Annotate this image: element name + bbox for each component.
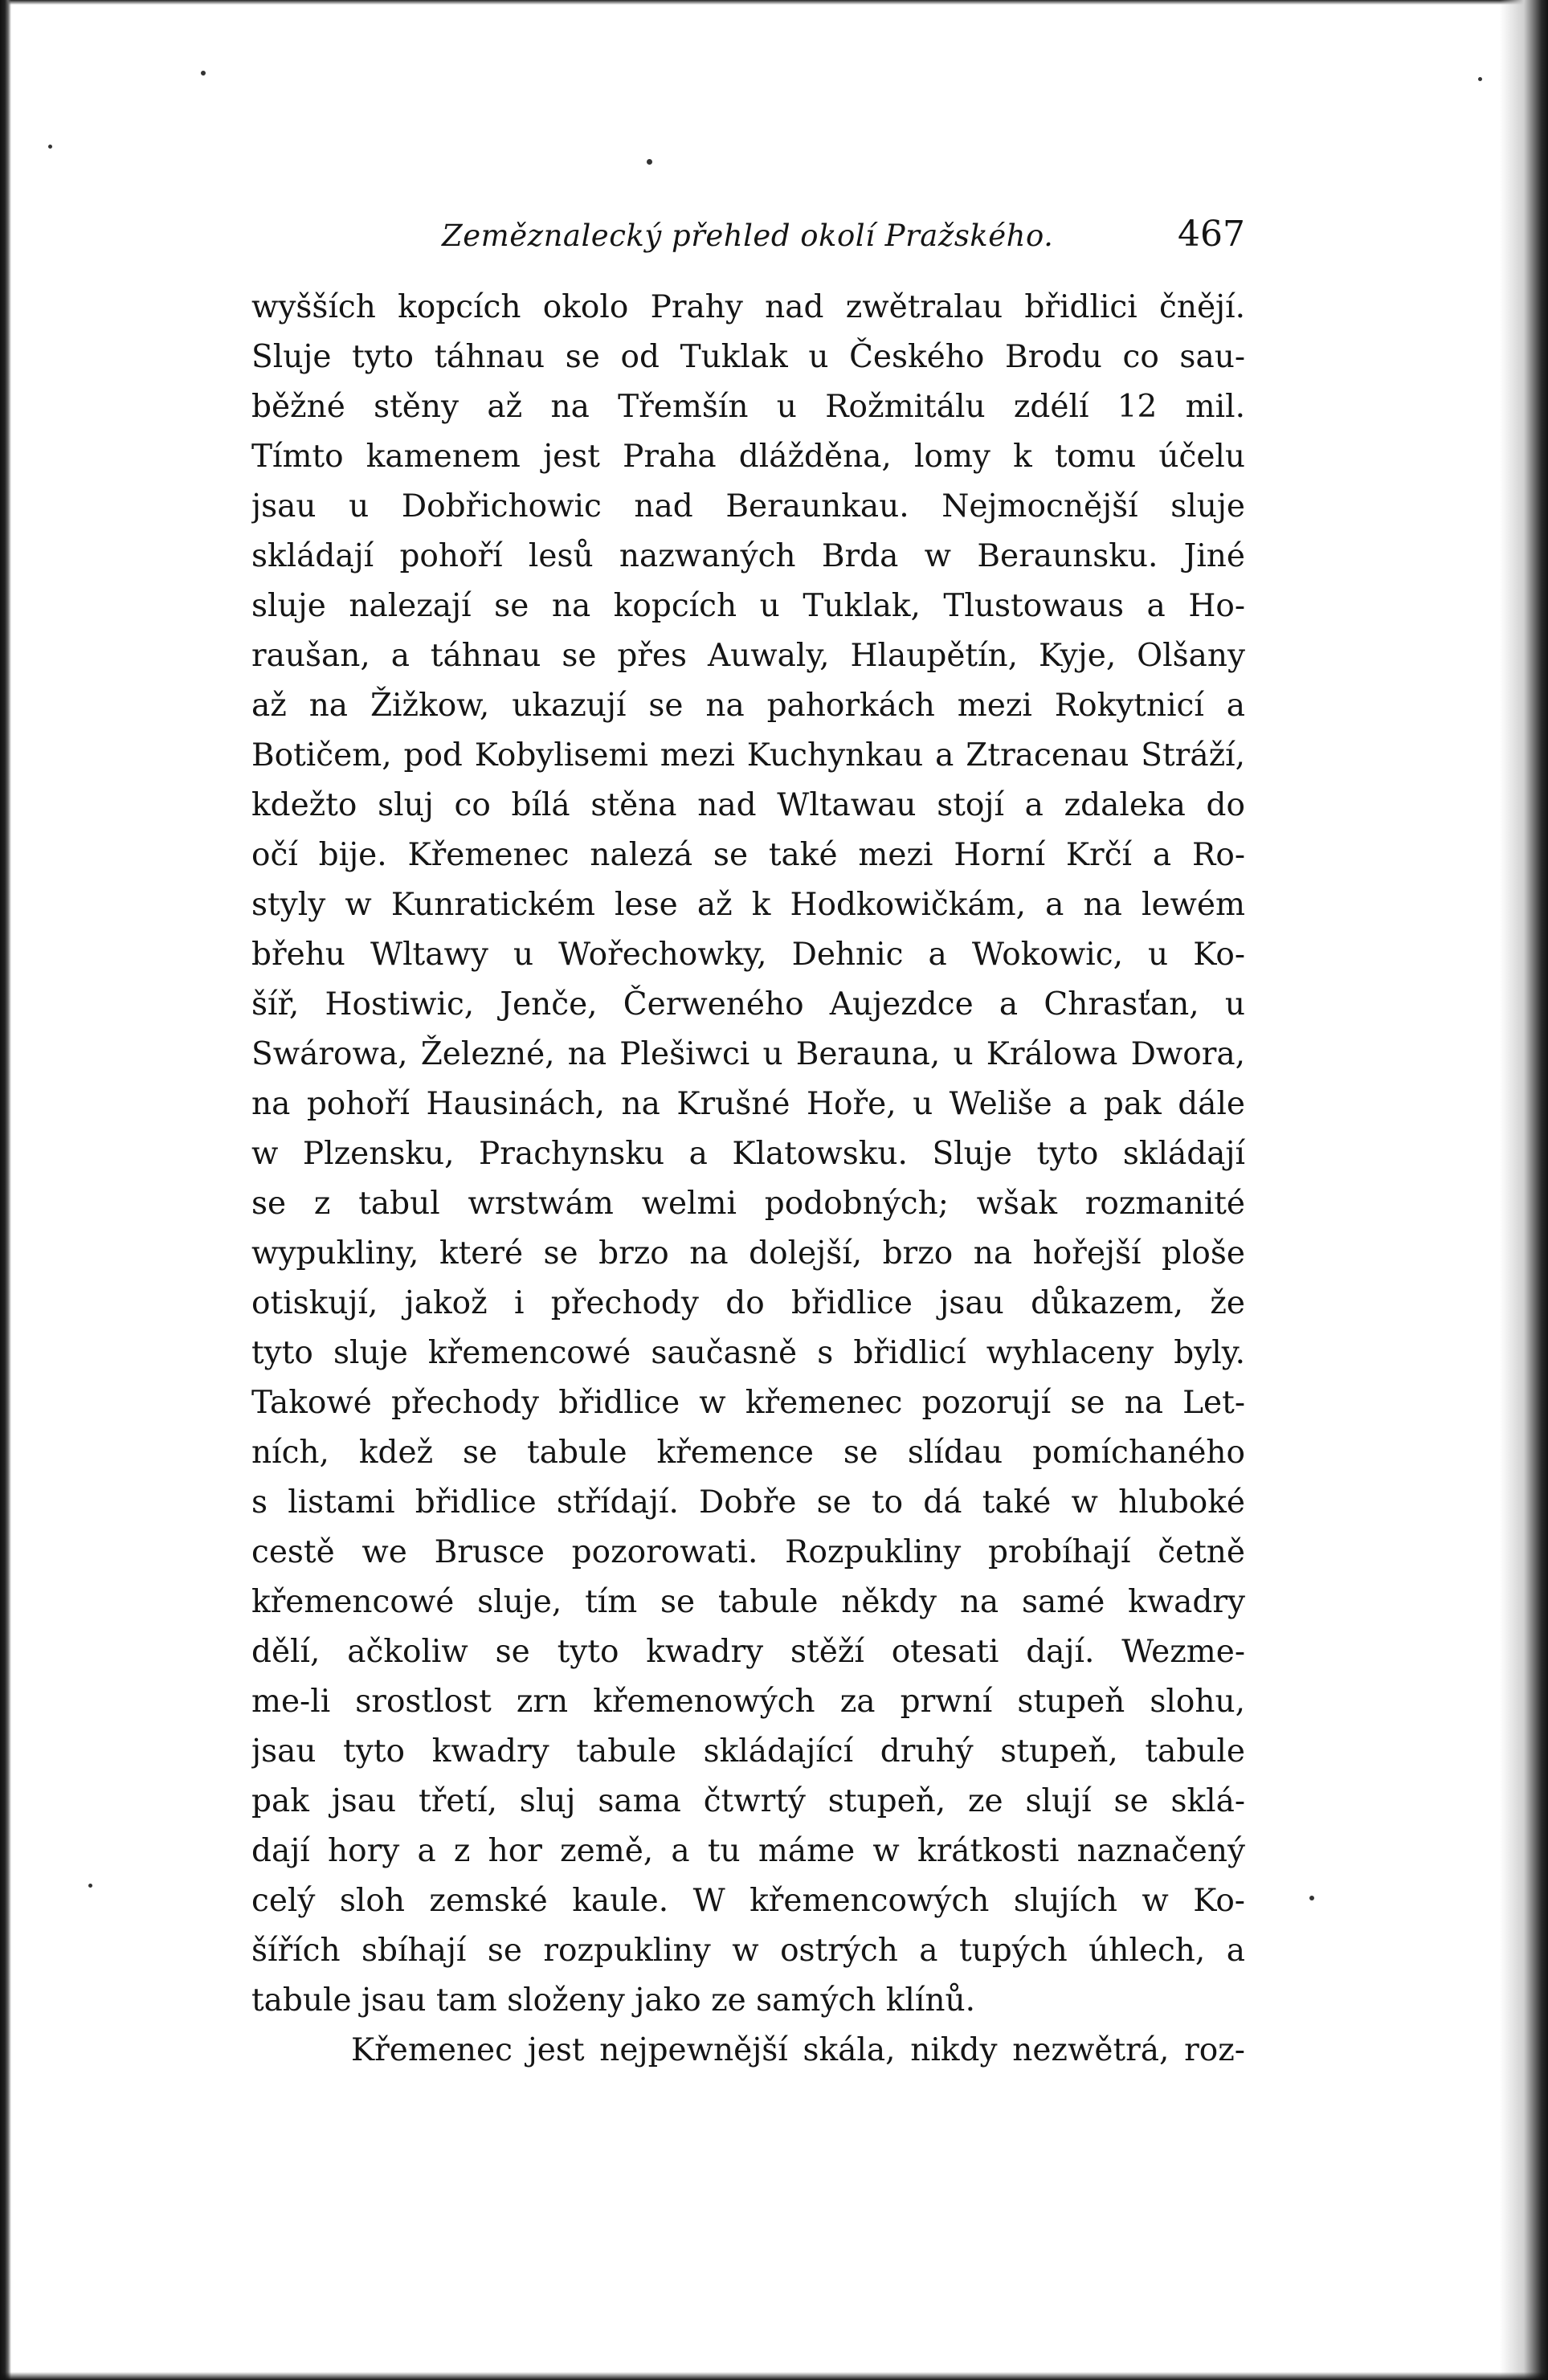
text-line: raušan, a táhnau se přes Auwaly, Hlaupětín, Kyje, Olšany	[251, 638, 1245, 674]
dust-speck	[1309, 1896, 1314, 1900]
text-line: s listami břidlice střídají. Dobře se to dá také w hluboké	[251, 1484, 1245, 1521]
text-line: tabule jsau tam složeny jako ze samých klínů.	[251, 1982, 975, 2019]
text-line: břehu Wltawy u Wořechowky, Dehnic a Wokowic, u Ko-	[251, 937, 1245, 973]
running-title: Zeměznalecký přehled okolí Pražského.	[442, 218, 1054, 253]
text-line: sluje nalezají se na kopcích u Tuklak, Tlustowaus a Ho-	[251, 588, 1245, 624]
dust-speck	[1478, 77, 1482, 81]
dust-speck	[88, 1884, 92, 1888]
text-line: běžné stěny až na Třemšín u Rožmitálu zdélí 12 mil.	[251, 389, 1245, 425]
running-head	[241, 210, 1245, 267]
text-line: Sluje tyto táhnau se od Tuklak u Českého Brodu co sau-	[251, 339, 1245, 375]
text-line: se z tabul wrstwám welmi podobných; wšak rozmanité	[251, 1186, 1245, 1222]
text-line: křemencowé sluje, tím se tabule někdy na samé kwadry	[251, 1584, 1245, 1620]
text-line: styly w Kunratickém lese až k Hodkowičkám, a na lewém	[251, 887, 1245, 923]
text-line: pak jsau třetí, sluj sama čtwrtý stupeň, ze slují se sklá-	[251, 1783, 1245, 1819]
text-line: Swárowa, Železné, na Plešiwci u Berauna, u Králowa Dwora,	[251, 1036, 1245, 1072]
body-text	[251, 283, 1245, 2076]
text-line: dají hory a z hor země, a tu máme w krátkosti naznačený	[251, 1833, 1245, 1869]
text-line: šířích sbíhají se rozpukliny w ostrých a tupých úhlech, a	[251, 1933, 1245, 1969]
text-line: až na Žižkow, ukazují se na pahorkách mezi Rokytnicí a	[251, 688, 1245, 724]
text-line: wypukliny, které se brzo na dolejší, brzo na hořejší ploše	[251, 1235, 1245, 1272]
text-line: me-li srostlost zrn křemenowých za prwní stupeň slohu,	[251, 1684, 1245, 1720]
text-line: Takowé přechody břidlice w křemenec pozorují se na Let-	[251, 1385, 1245, 1421]
text-line: w Plzensku, Prachynsku a Klatowsku. Sluje tyto skládají	[251, 1136, 1245, 1172]
text-line: tyto sluje křemencowé saučasně s břidlicí wyhlaceny byly.	[251, 1335, 1245, 1371]
page-edge-top	[0, 0, 1548, 5]
text-line: jsau u Dobřichowic nad Beraunkau. Nejmocnější sluje	[251, 488, 1245, 525]
dust-speck	[201, 71, 206, 76]
text-line: Botičem, pod Kobylisemi mezi Kuchynkau a Ztracenau Stráží,	[251, 737, 1245, 774]
dust-speck	[48, 145, 52, 149]
text-line: Křemenec jest nejpewnější skála, nikdy nezwětrá, roz-	[351, 2032, 1245, 2068]
text-line: cestě we Brusce pozorowati. Rozpukliny probíhají četně	[251, 1534, 1245, 1570]
text-line: dělí, ačkoliw se tyto kwadry stěží otesati dají. Wezme-	[251, 1634, 1245, 1670]
text-line: ních, kdež se tabule křemence se slídau pomíchaného	[251, 1435, 1245, 1471]
text-line: celý sloh zemské kaule. W křemencowých slujích w Ko-	[251, 1883, 1245, 1919]
text-line: wyšších kopcích okolo Prahy nad zwětralau břidlici čnějí.	[251, 289, 1245, 325]
text-line: očí bije. Křemenec nalezá se také mezi Horní Krčí a Ro-	[251, 837, 1245, 873]
text-line: šíř, Hostiwic, Jenče, Čerweného Aujezdce a Chrasťan, u	[251, 986, 1245, 1023]
text-line: otiskují, jakož i přechody do břidlice jsau důkazem, že	[251, 1285, 1245, 1321]
dust-speck	[647, 159, 652, 165]
text-line: Tímto kamenem jest Praha dlážděna, lomy k tomu účelu	[251, 439, 1245, 475]
text-line: kdežto sluj co bílá stěna nad Wltawau stojí a zdaleka do	[251, 787, 1245, 823]
page-edge-left	[0, 0, 11, 2380]
text-line: jsau tyto kwadry tabule skládající druhý stupeň, tabule	[251, 1733, 1245, 1770]
text-line: na pohoří Hausinách, na Krušné Hoře, u Weliše a pak dále	[251, 1086, 1245, 1122]
page-number: 467	[1178, 214, 1245, 255]
page-edge-bottom	[0, 2372, 1548, 2380]
text-line: skládají pohoří lesů nazwaných Brda w Beraunsku. Jiné	[251, 538, 1245, 574]
page-edge-right	[1500, 0, 1548, 2380]
